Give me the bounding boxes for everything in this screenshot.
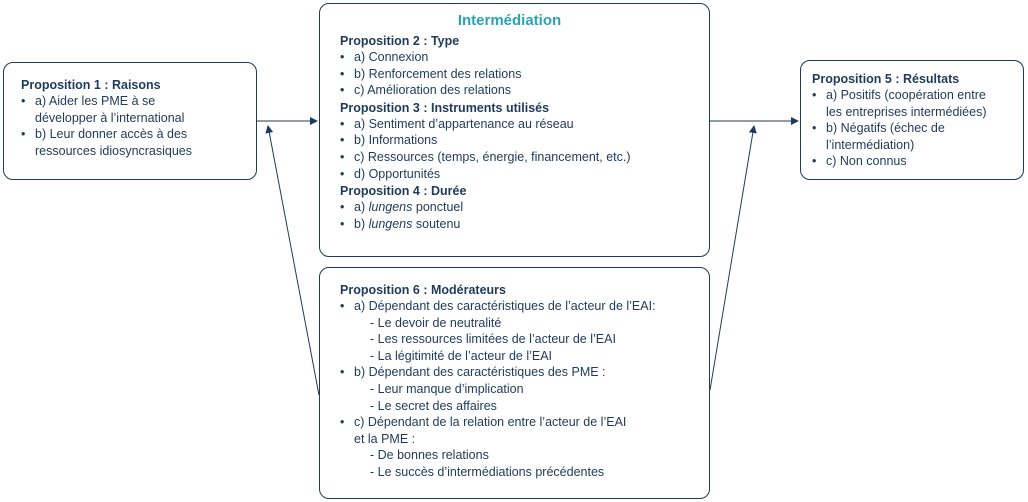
moderator-a-sub: - Le devoir de neutralité (370, 315, 502, 330)
moderator-b-sub: - Le secret des affaires (370, 398, 497, 413)
moderator-a-sub: - La légitimité de l’acteur de l’EAI (370, 348, 553, 363)
proposition-5-box (800, 60, 1024, 180)
proposition-1-item: • b) Leur donner accès à des ressources idiosyncrasiques (21, 126, 246, 159)
moderator-a-sub: - Les ressources limitées de l’acteur de l’EAI (370, 332, 616, 347)
moderator-c-sub: - Le succès d’intermédiations précédentes (370, 464, 605, 479)
proposition-6-heading: Proposition 6 : Modérateurs (340, 283, 506, 297)
proposition-6-box (319, 267, 710, 499)
intermediation-title: Intermédiation (457, 12, 562, 29)
arrow-prop6-to-left-link (268, 126, 319, 395)
proposition-2-item: • a) Connexion (340, 49, 699, 66)
proposition-3-heading: Proposition 3 : Instruments utilisés (340, 100, 550, 115)
intermediation-box (319, 3, 710, 257)
proposition-5-item: • a) Positifs (coopération entre les entreprises intermédiées) (812, 87, 1017, 120)
proposition-4-item: • a) lungens ponctuel (340, 199, 699, 216)
proposition-4-item: • b) lungens soutenu (340, 216, 699, 233)
proposition-2-heading: Proposition 2 : Type (340, 34, 460, 48)
proposition-1-item: • a) Aider les PME à se développer à l’international (21, 93, 246, 126)
proposition-1-heading: Proposition 1 : Raisons (21, 78, 161, 92)
moderator-b-sub: - Leur manque d’implication (370, 381, 524, 396)
moderator-c-sub: - De bonnes relations (370, 448, 489, 463)
proposition-5-item: • b) Négatifs (échec de l’intermédiation) (812, 120, 1017, 153)
moderator-b-label: • b) Dépendant des caractéristiques des PME : (340, 364, 699, 381)
proposition-4-heading: Proposition 4 : Durée (340, 184, 467, 199)
moderator-a-label: • a) Dépendant des caractéristiques de l’acteur de l’EAI: (340, 298, 699, 315)
proposition-5-item: • c) Non connus (812, 153, 1017, 170)
proposition-2-item: • c) Amélioration des relations (340, 82, 699, 99)
arrow-prop6-to-right-link (710, 126, 754, 390)
moderator-c-label: • c) Dépendant de la relation entre l’acteur de l’EAI et la PME : (340, 414, 699, 447)
proposition-3-item: • d) Opportunités (340, 166, 699, 183)
proposition-3-item: • a) Sentiment d’appartenance au réseau (340, 116, 699, 133)
proposition-3-item: • c) Ressources (temps, énergie, financement, etc.) (340, 149, 699, 166)
proposition-3-item: • b) Informations (340, 132, 699, 149)
proposition-1-box (3, 62, 257, 180)
proposition-5-heading: Proposition 5 : Résultats (812, 72, 960, 86)
proposition-2-item: • b) Renforcement des relations (340, 66, 699, 83)
